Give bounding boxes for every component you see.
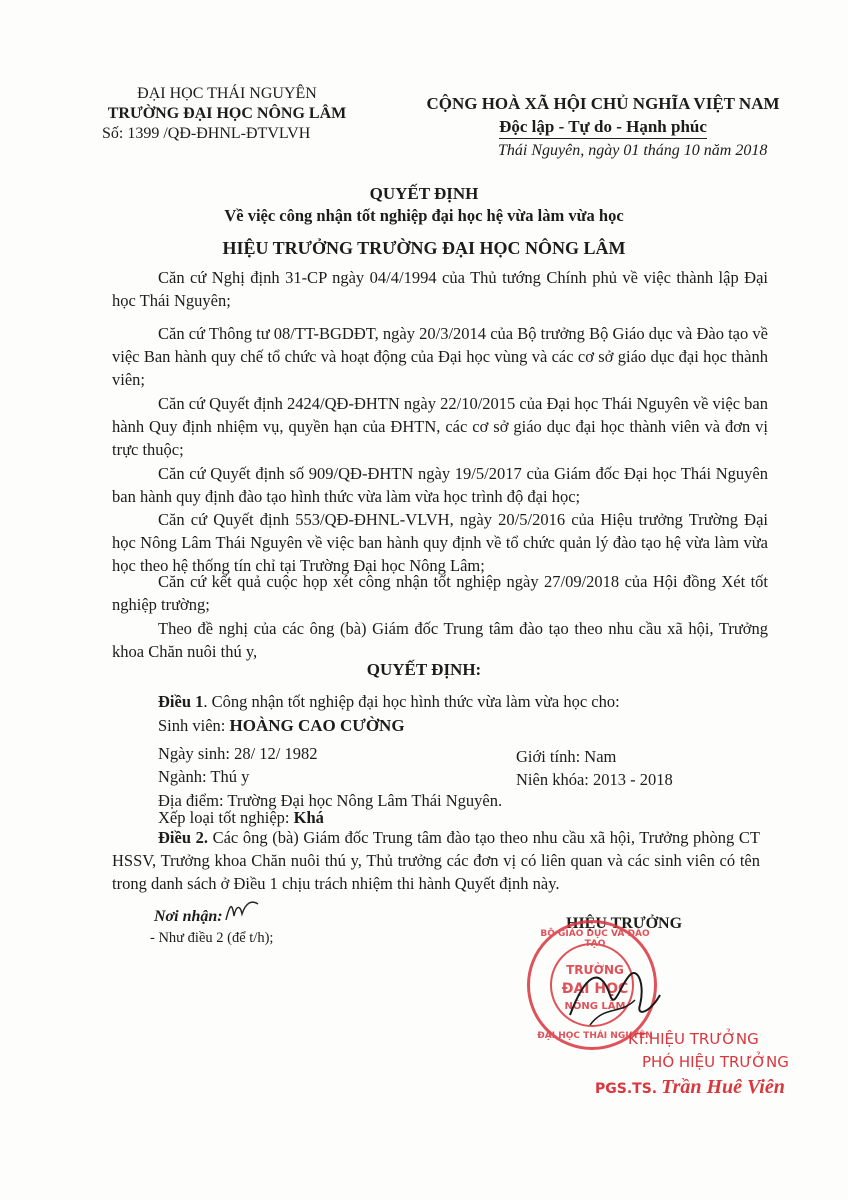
recipient-item: - Như điều 2 (để t/h); — [150, 930, 274, 946]
study-place: Địa điểm: Trường Đại học Nông Lâm Thái Nguyên. — [158, 791, 503, 810]
article-2 — [112, 826, 760, 895]
initials-scribble-icon — [222, 898, 262, 924]
document-heading: QUYẾT ĐỊNH — [369, 184, 479, 203]
student-name: HOÀNG CAO CƯỜNG — [229, 716, 405, 735]
article-1-text: . Công nhận tốt nghiệp đại học hình thức vừa làm vừa học cho: — [203, 692, 620, 711]
student-line — [158, 714, 405, 737]
basis-paragraph: Căn cứ Quyết định 553/QĐ-ĐHNL-VLVH, ngày 20/5/2016 của Hiệu trưởng Trường Đại học Nông Lâm Thái Nguyên về việc ban hành quy định về tổ chức quản lý đào tạo hệ vừa làm vừa học theo hệ thống tín chỉ tại Trường Đại học Nông Lâm; — [112, 510, 768, 575]
handwritten-signature-icon — [560, 955, 670, 1035]
basis-paragraph: Căn cứ Quyết định 2424/QĐ-ĐHTN ngày 22/10/2015 của Đại học Thái Nguyên về việc ban hành Quy định nhiệm vụ, quyền hạn của ĐHTN, các cơ sở giáo dục đại học thành viên và đơn vị trực thuộc; — [112, 394, 768, 459]
issuer-block — [92, 84, 362, 144]
signer-title: HIỆU TRƯỞNG — [566, 915, 683, 932]
recipients-label: Nơi nhận: — [154, 908, 223, 925]
vice-rector-title: PHÓ HIỆU TRƯỞNG — [642, 1053, 789, 1071]
signer-rank: PGS.TS. — [595, 1081, 658, 1097]
seal-line-1: TRƯỜNG — [566, 963, 624, 977]
major: Ngành: Thú y — [158, 767, 250, 786]
basis-paragraph: Căn cứ kết quả cuộc họp xét công nhận tốt nghiệp ngày 27/09/2018 của Hội đồng Xét tốt nghiệp trường; — [112, 572, 768, 614]
cohort: Niên khóa: 2013 - 2018 — [516, 770, 673, 789]
gender: Giới tính: Nam — [516, 747, 617, 766]
basis-paragraph: Căn cứ Quyết định số 909/QĐ-ĐHTN ngày 19/5/2017 của Giám đốc Đại học Thái Nguyên ban hành quy định đào tạo hình thức vừa làm vừa học trình độ đại học; — [112, 464, 768, 506]
issue-date: Thái Nguyên, ngày 01 tháng 10 năm 2018 — [498, 142, 768, 159]
national-motto-block — [398, 92, 808, 139]
document-subject: Về việc công nhận tốt nghiệp đại học hệ vừa làm vừa học — [224, 206, 624, 225]
proposal-paragraph: Theo đề nghị của các ông (bà) Giám đốc Trung tâm đào tạo theo nhu cầu xã hội, Trưởng khoa Chăn nuôi thú y, — [112, 619, 768, 661]
school-name: TRƯỜNG ĐẠI HỌC NÔNG LÂM — [107, 105, 347, 122]
basis-paragraph: Căn cứ Thông tư 08/TT-BGDĐT, ngày 20/3/2014 của Bộ trưởng Bộ Giáo dục và Đào tạo về việc Ban hành quy chế tổ chức và hoạt động của Đại học vùng và các cơ sở giáo dục đại học thành viên; — [112, 324, 768, 389]
signer-name: Trần Huê Viên — [661, 1076, 785, 1098]
seal-line-3: NÔNG LÂM — [564, 1001, 626, 1012]
article-1-label: Điều 1 — [158, 692, 204, 711]
seal-line-2: ĐẠI HỌC — [561, 981, 629, 997]
article-1 — [158, 690, 620, 713]
on-behalf-title: KT.HIỆU TRƯỞNG — [628, 1030, 759, 1048]
motto: Độc lập - Tự do - Hạnh phúc — [499, 116, 707, 139]
decision-heading: QUYẾT ĐỊNH: — [366, 660, 482, 679]
seal-bottom-text: ĐẠI HỌC THÁI NGUYÊN — [537, 1031, 653, 1041]
republic-name: CỘNG HOÀ XÃ HỘI CHỦ NGHĨA VIỆT NAM — [426, 94, 780, 113]
university-name: ĐẠI HỌC THÁI NGUYÊN — [137, 85, 317, 102]
signer-name-line — [595, 1076, 785, 1099]
article-2-text: Các ông (bà) Giám đốc Trung tâm đào tạo theo nhu cầu xã hội, Trưởng phòng CT HSSV, Trưởng khoa Chăn nuôi thú y, Thủ trưởng các đơn vị có liên quan và các sinh viên có tên trong danh sách ở Điều 1 chịu trách nhiệm thi hành Quyết định này. — [112, 828, 760, 893]
graduation-rank: Khá — [293, 808, 324, 827]
date-of-birth: Ngày sinh: 28/ 12/ 1982 — [158, 744, 318, 763]
seal-top-text: BỘ GIÁO DỤC VÀ ĐÀO TẠO — [540, 929, 650, 949]
decision-number: Số: 1399 /QĐ-ĐHNL-ĐTVLVH — [102, 125, 311, 142]
student-label: Sinh viên: — [158, 716, 230, 735]
rank-label: Xếp loại tốt nghiệp: — [158, 808, 294, 827]
basis-paragraph: Căn cứ Nghị định 31-CP ngày 04/4/1994 của Thủ tướng Chính phủ về việc thành lập Đại học Thái Nguyên; — [112, 268, 768, 310]
issuing-authority: HIỆU TRƯỞNG TRƯỜNG ĐẠI HỌC NÔNG LÂM — [222, 238, 626, 258]
article-2-label: Điều 2. — [158, 828, 208, 847]
